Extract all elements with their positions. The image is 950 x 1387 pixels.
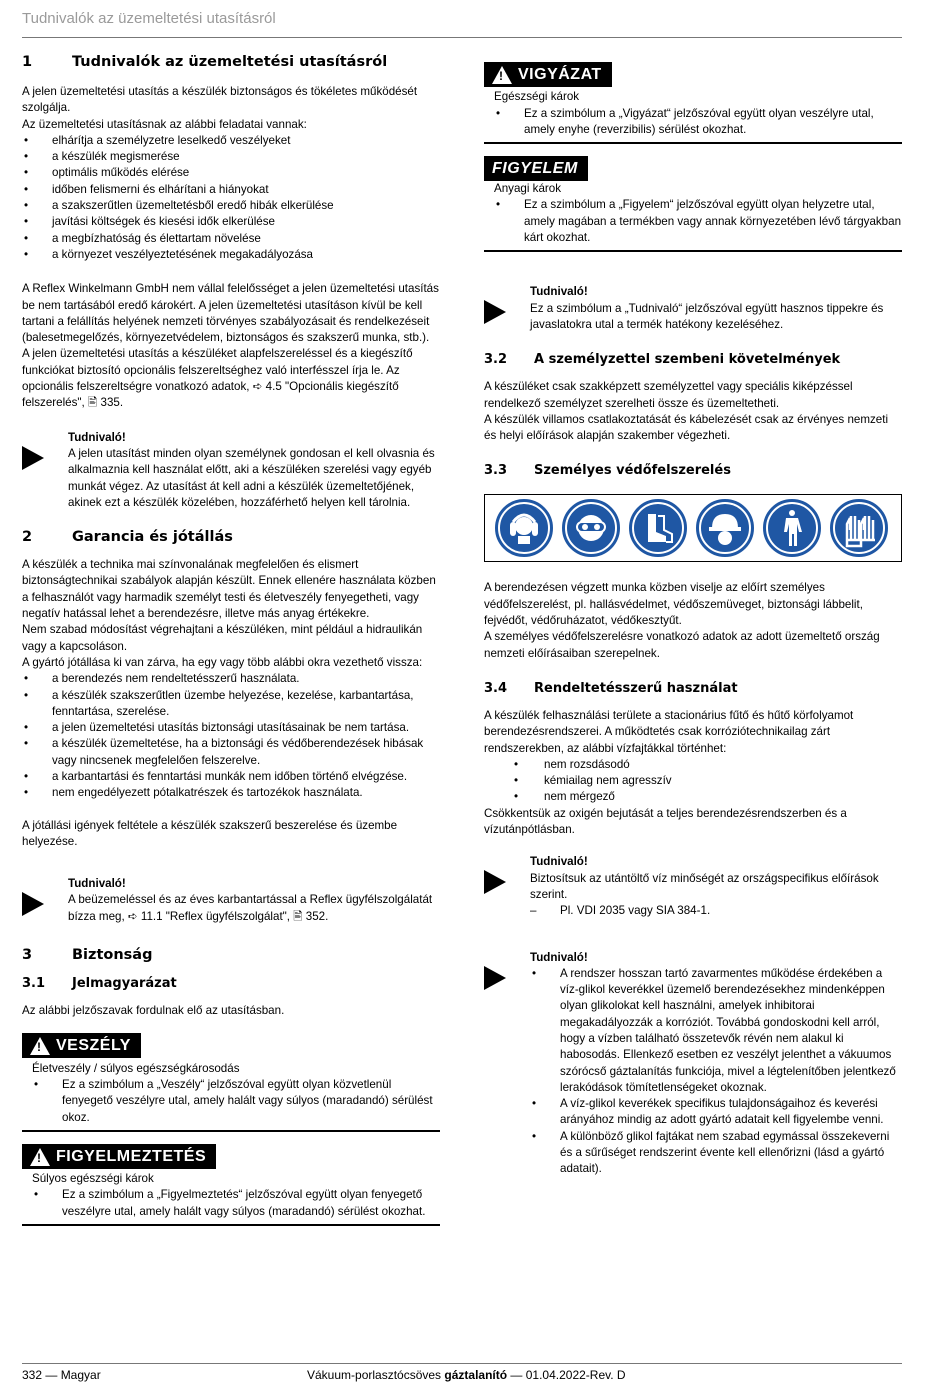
danger-block: [22, 1033, 440, 1131]
caution-block: [484, 62, 902, 144]
s2-p3: A gyártó jótállása ki van zárva, ha egy vagy több alábbi okra vezethető vissza:: [22, 655, 423, 669]
section-3-1-title: 3.1 Jelmagyarázat: [22, 976, 177, 992]
list-item: • A víz-glikol keverékek specifikus tulajdonságaihoz és keverési arányához mindig az adott gyártó adatait kell figyelembe venni.: [530, 1096, 902, 1129]
note-text: Ez a szimbólum a „Tudnivaló“ jelzőszóval együtt hasznos tippekre és javaslatokra utal a termék hatékony kezeléséhez.: [530, 301, 884, 331]
list-item: • optimális működés elérése: [22, 165, 440, 181]
ear-protection-icon: [495, 499, 553, 557]
list-item: • nem rozsdásodó: [484, 757, 902, 773]
s1-p3: A Reflex Winkelmann GmbH nem vállal felelősséget a jelen üzemeltetési utasítás be nem tartásából eredő károkért. A jelen üzemeltetési utasításon kívül be kell tartani a felállítás helyének nemzeti törvényes szabályozásait és rendelkezéseit (balesetmegelőzés, környezetvédelem, biztonságos és szakszerű munka, stb.).: [22, 282, 439, 345]
note-dash-item: Pl. VDI 2035 vagy SIA 384-1.: [560, 904, 711, 918]
list-item: • a szakszerűtlen üzemeltetésből eredő hibák elkerülése: [22, 198, 440, 214]
list-item: • a berendezés nem rendeltetésszerű használata.: [22, 671, 440, 687]
section-1-title: 1 Tudnivalók az üzemeltetési utasításról: [22, 54, 388, 70]
caution-text: • Ez a szimbólum a „Vigyázat“ jelzőszóval együtt olyan veszélyre utal, amely enyhe (reverzibilis) sérülést okozhat.: [494, 106, 902, 139]
s1-p2: Az üzemeltetési utasításnak az alábbi feladatai vannak:: [22, 117, 307, 131]
danger-sub: Életveszély / súlyos egészségkárosodás: [32, 1061, 240, 1075]
s34-p2: Csökkentsük az oxigén bejutását a teljes berendezésrendszerben és a vízutánpótlásban.: [484, 806, 847, 837]
s33-p1: A berendezésen végzett munka közben viselje az előírt személyes védőfelszerelést, pl. hallásvédelmet, védőszemüveget, biztonsági lábbelit, fejvédőt, védőruházatot, védőkesztyűt.: [484, 581, 863, 628]
warning-label: ! FIGYELMEZTETÉS: [22, 1144, 216, 1169]
caution-label: ! VIGYÁZAT: [484, 62, 612, 87]
note-title: Tudnivaló!: [530, 950, 588, 964]
notice-label: FIGYELEM: [484, 156, 588, 181]
list-item: • a készülék üzemeltetése, ha a biztonsági és védőberendezések hibásak vagy nincsenek megfelelően felszerelve.: [22, 736, 440, 769]
warning-triangle-icon: [30, 1037, 50, 1055]
running-header: Tudnivalók az üzemeltetési utasításról: [22, 10, 276, 27]
note-title: Tudnivaló!: [68, 430, 126, 444]
warning-triangle-icon: [492, 66, 512, 84]
arrow-icon: [484, 854, 530, 919]
s2-p1: A készülék a technika mai színvonalának megfelelően és elismert biztonságtechnikai szabályok alapján készült. Ennek ellenére használata közben a felhasználót vagy harmadik személyt testi és életveszély fenyegetheti, vagy negatív hatással lehet a berendezésre, illetve más anyag értékekre.: [22, 558, 436, 621]
danger-label: ! VESZÉLY: [22, 1033, 141, 1058]
s1-p4: A jelen üzemeltetési utasítás a készüléket alapfelszereléssel és a kiegészítő funkciókat biztosító opcionális felszereltséghez való interfésszel írja le. Az opcionális felszereltségre vonatkozó adatok, ➪ 4.5 "Opcionális kiegészítő felszerelés", 🖹 335.: [22, 347, 413, 410]
r-note-2: [484, 854, 902, 919]
s32-p2: A készülék villamos csatlakoztatását és kábelezését csak az érvényes nemzeti és helyi előírások alapján szakember végezheti.: [484, 412, 889, 443]
list-item: • időben felismerni és elhárítani a hiányokat: [22, 182, 440, 198]
warning-sub: Súlyos egészségi károk: [32, 1172, 154, 1186]
list-item: • nem engedélyezett pótalkatrészek és tartozékok használata.: [22, 785, 440, 801]
ppe-icon-strip: [484, 494, 902, 562]
s32-p1: A készüléket csak szakképzett személyzettel vagy speciális kiképzéssel rendelkező személyzet szerelheti össze és üzemeltetheti.: [484, 380, 853, 410]
dash-marker: –: [530, 904, 537, 918]
danger-text: • Ez a szimbólum a „Veszély“ jelzőszóval együtt olyan közvetlenül fenyegető veszélyre utal, amely halált vagy súlyos (maradandó) sérülést okoz.: [32, 1077, 440, 1126]
arrow-icon: [22, 876, 68, 925]
note-title: Tudnivaló!: [68, 877, 126, 891]
section-3-2-title: 3.2 A személyzettel szembeni követelmények: [484, 352, 841, 368]
list-item: • a készülék megismerése: [22, 149, 440, 165]
list-item: • elhárítja a személyzetre leselkedő veszélyeket: [22, 133, 440, 149]
warning-text: • Ez a szimbólum a „Figyelmeztetés“ jelzőszóval együtt olyan fenyegető veszélyre utal, amely halált vagy súlyos (maradandó) sérülést okozhat.: [32, 1187, 440, 1220]
arrow-icon: [22, 430, 68, 511]
s34-bullet-list: [484, 757, 902, 806]
note3-bullet-list: [530, 966, 902, 1178]
list-item: • a készülék szakszerűtlen üzembe helyezése, kezelése, karbantartása, fenntartása, szerelése.: [22, 688, 440, 721]
s2-p2: Nem szabad módosítást végrehajtani a készüléken, mint például a hidraulikán vagy a kapcsoláson.: [22, 623, 423, 653]
list-item: • nem mérgező: [484, 789, 902, 805]
r-note-1: [484, 284, 902, 333]
list-item: • a karbantartási és fenntartási munkák nem időben történő elvégzése.: [22, 769, 440, 785]
arrow-icon: [484, 284, 530, 333]
right-column: [484, 62, 902, 1178]
note-title: Tudnivaló!: [530, 285, 588, 299]
header-rule: [22, 37, 902, 38]
footer-rule: [22, 1363, 902, 1364]
list-item: • a megbízhatóság és élettartam növelése: [22, 231, 440, 247]
arrow-icon: [484, 950, 530, 1178]
s1-p1: A jelen üzemeltetési utasítás a készülék biztonságos és tökéletes működését szolgálja.: [22, 85, 418, 115]
s1-bullet-list: [22, 133, 440, 263]
s2-p4: A jótállási igények feltétele a készülék szakszerű beszerelése és üzembe helyezése.: [22, 818, 398, 848]
section-3-3-title: 3.3 Személyes védőfelszerelés: [484, 463, 731, 479]
left-column: [22, 52, 440, 1226]
notice-sub: Anyagi károk: [494, 182, 562, 196]
document-title: Vákuum-porlasztócsöves gáztalanító — 01.04.2022-Rev. D: [307, 1368, 626, 1382]
list-item: • a környezet veszélyeztetésének megakadályozása: [22, 247, 440, 263]
warning-triangle-icon: [30, 1148, 50, 1166]
s1-note: [22, 430, 440, 511]
notice-block: [484, 156, 902, 252]
note-text: Biztosítsuk az utántöltő víz minőségét az országspecifikus előírások szerint.: [530, 871, 879, 901]
s2-bullet-list: [22, 671, 440, 801]
note-text: A beüzemeléssel és az éves karbantartással a Reflex ügyfélszolgálatát bízza meg, ➪ 11.1 "Reflex ügyfélszolgálat", 🖹 352.: [68, 893, 433, 923]
list-item: • kémiailag nem agresszív: [484, 773, 902, 789]
s34-p1: A készülék felhasználási területe a stacionárius fűtő és hűtő körfolyamot berendezésrendszerei. A működtetés csak korróziótechnikailag zárt rendszerekben, az alábbi vízfajtákkal történhet:: [484, 708, 854, 755]
list-item: • A különböző glikol fajtákat nem szabad egymással összekeverni és a sűrűséget rendszerint évente kell ellenőrizni (lásd a gyártó adatait).: [530, 1129, 902, 1178]
note-title: Tudnivaló!: [530, 855, 588, 869]
section-2-title: 2 Garancia és jótállás: [22, 529, 233, 546]
s31-p1: Az alábbi jelzőszavak fordulnak elő az utasításban.: [22, 1004, 285, 1018]
page-number: 332 — Magyar: [22, 1368, 101, 1382]
list-item: • A rendszer hosszan tartó zavarmentes működése érdekében a víz-glikol keverékkel üzemelő berendezésekhez mindenképpen olyan glikolokat kell használni, amelyek inhibitorai megakadályozzák a korróziót. Továbbá gondoskodni kell arról, hogy a vízben található összetevők révén nem alakul ki habosodás. Ellenkező esetben ez veszélyt jelenthet a vákuumos szórócső gáztalanítás funkciója, mivel a légtelenítőben jelentkező lerakódások tömítetlenségeket okoznak.: [530, 966, 902, 1096]
caution-sub: Egészségi károk: [494, 90, 580, 104]
notice-text: • Ez a szimbólum a „Figyelem“ jelzőszóval együtt olyan helyzetre utal, amely magában a termékben vagy annak környezetében lévő tárgyakban kárt okozhat.: [494, 197, 902, 246]
safety-boots-icon: [629, 499, 687, 557]
protective-clothing-icon: [763, 499, 821, 557]
r-note-3: [484, 950, 902, 1178]
s33-p2: A személyes védőfelszerelésre vonatkozó adatok az adott üzemeltető ország nemzeti előírásaiban szerepelnek.: [484, 630, 880, 660]
helmet-icon: [696, 499, 754, 557]
note-text: A jelen utasítást minden olyan személynek gondosan el kell olvasnia és alkalmaznia kell használat előtt, aki a készüléken szerelési vagy egyéb munkát végez. Az utasítást át kell adni a készülék üzemeltetőjének, akinek ezt a készülék közelében, hozzáférhető helyen kell tárolnia.: [68, 446, 435, 509]
section-3-4-title: 3.4 Rendeltetésszerű használat: [484, 680, 738, 696]
warning-block: [22, 1144, 440, 1226]
list-item: • a jelen üzemeltetési utasítás biztonsági utasításainak be nem tartása.: [22, 720, 440, 736]
goggles-icon: [562, 499, 620, 557]
section-3-title: 3 Biztonság: [22, 947, 153, 964]
list-item: • javítási költségek és kiesési idők elkerülése: [22, 214, 440, 230]
gloves-icon: [830, 499, 888, 557]
s2-note: [22, 876, 440, 925]
